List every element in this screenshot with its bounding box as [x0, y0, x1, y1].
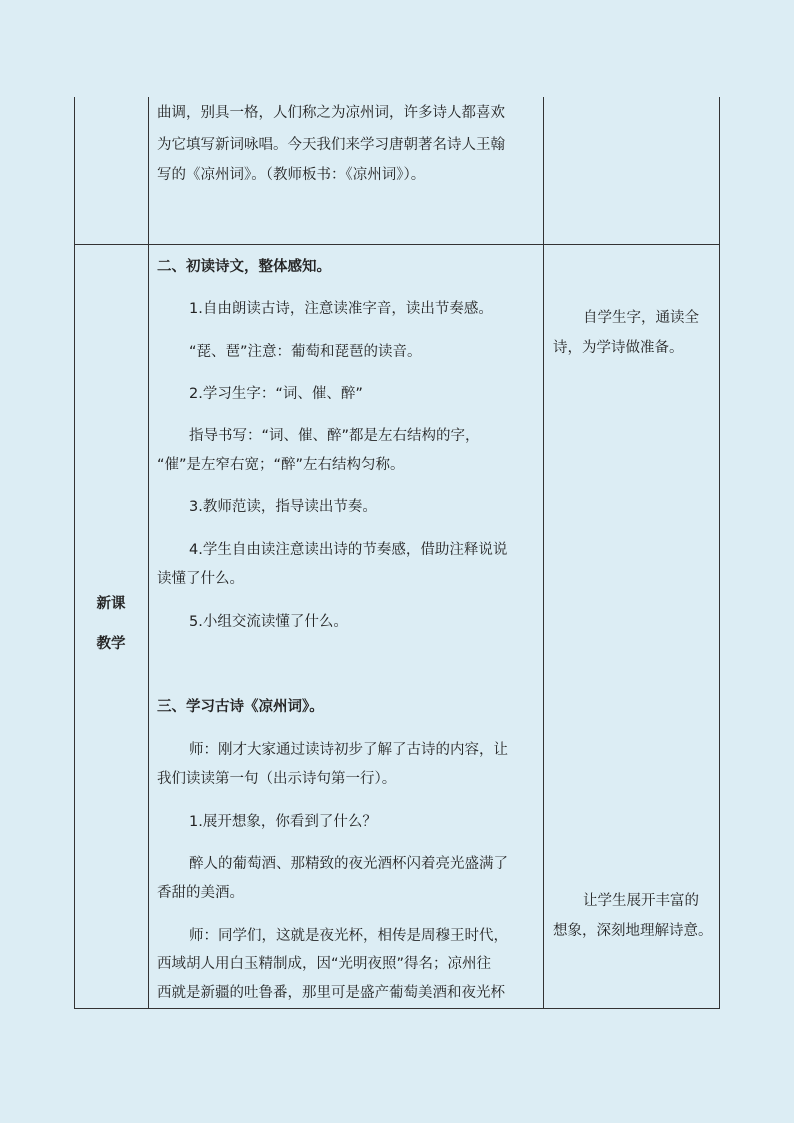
paragraph-11-line-3: 西就是新疆的吐鲁番，那里可是盛产葡萄美酒和夜光杯	[157, 985, 505, 1001]
note-2-line-2: 想象，深刻地理解诗意。	[553, 923, 713, 939]
paragraph-8-line-2: 我们读读第一句（出示诗句第一行）。	[157, 771, 397, 787]
paragraph-8-line-1: 师：刚才大家通过读诗初步了解了古诗的内容，让	[189, 742, 508, 758]
paragraph-5: 3.教师范读，指导读出节奏。	[189, 499, 377, 515]
paragraph-11-line-1: 师：同学们，这就是夜光杯，相传是周穆王时代，	[189, 928, 508, 944]
table-border-right	[719, 97, 720, 1009]
row1-line-1: 曲调，别具一格，人们称之为凉州词，许多诗人都喜欢	[157, 105, 505, 121]
note-1-line-2: 诗，为学诗做准备。	[553, 340, 684, 356]
table-divider-notes	[543, 97, 544, 1009]
paragraph-9: 1.展开想象，你看到了什么？	[189, 814, 377, 830]
note-2-line-1: 让学生展开丰富的	[583, 893, 699, 909]
paragraph-2: “琵、琶”注意：葡萄和琵琶的读音。	[189, 344, 422, 360]
paragraph-7: 5.小组交流读懂了什么。	[189, 614, 348, 630]
paragraph-10-line-1: 醉人的葡萄酒、那精致的夜光酒杯闪着亮光盛满了	[189, 856, 508, 872]
section-heading-2: 二、初读诗文，整体感知。	[157, 259, 331, 275]
paragraph-4-line-1: 指导书写：“词、催、醉”都是左右结构的字，	[189, 428, 480, 444]
paragraph-6-line-1: 4.学生自由读注意读出诗的节奏感，借助注释说说	[189, 542, 508, 558]
paragraph-10-line-2: 香甜的美酒。	[157, 885, 244, 901]
stage-label-line-1: 新课	[96, 596, 126, 612]
row1-line-2: 为它填写新词咏唱。今天我们来学习唐朝著名诗人王翰	[157, 137, 505, 153]
stage-label-line-2: 教学	[96, 636, 126, 652]
section-heading-3: 三、学习古诗《凉州词》。	[157, 699, 324, 715]
paragraph-11-line-2: 西域胡人用白玉精制成，因“光明夜照”得名；凉州往	[157, 956, 492, 972]
paragraph-6-line-2: 读懂了什么。	[157, 571, 244, 587]
table-row-divider	[74, 244, 720, 245]
paragraph-1: 1.自由朗读古诗，注意读准字音，读出节奏感。	[189, 301, 493, 317]
table-border-left	[74, 97, 75, 1009]
paragraph-3: 2.学习生字：“词、催、醉”	[189, 386, 363, 402]
row1-line-3: 写的《凉州词》。（教师板书：《凉州词》）。	[157, 167, 426, 183]
note-1-line-1: 自学生字，通读全	[583, 310, 699, 326]
table-border-bottom	[74, 1008, 720, 1009]
paragraph-4-line-2: “催”是左窄右宽；“醉”左右结构匀称。	[157, 457, 405, 473]
table-divider-stage	[148, 97, 149, 1009]
